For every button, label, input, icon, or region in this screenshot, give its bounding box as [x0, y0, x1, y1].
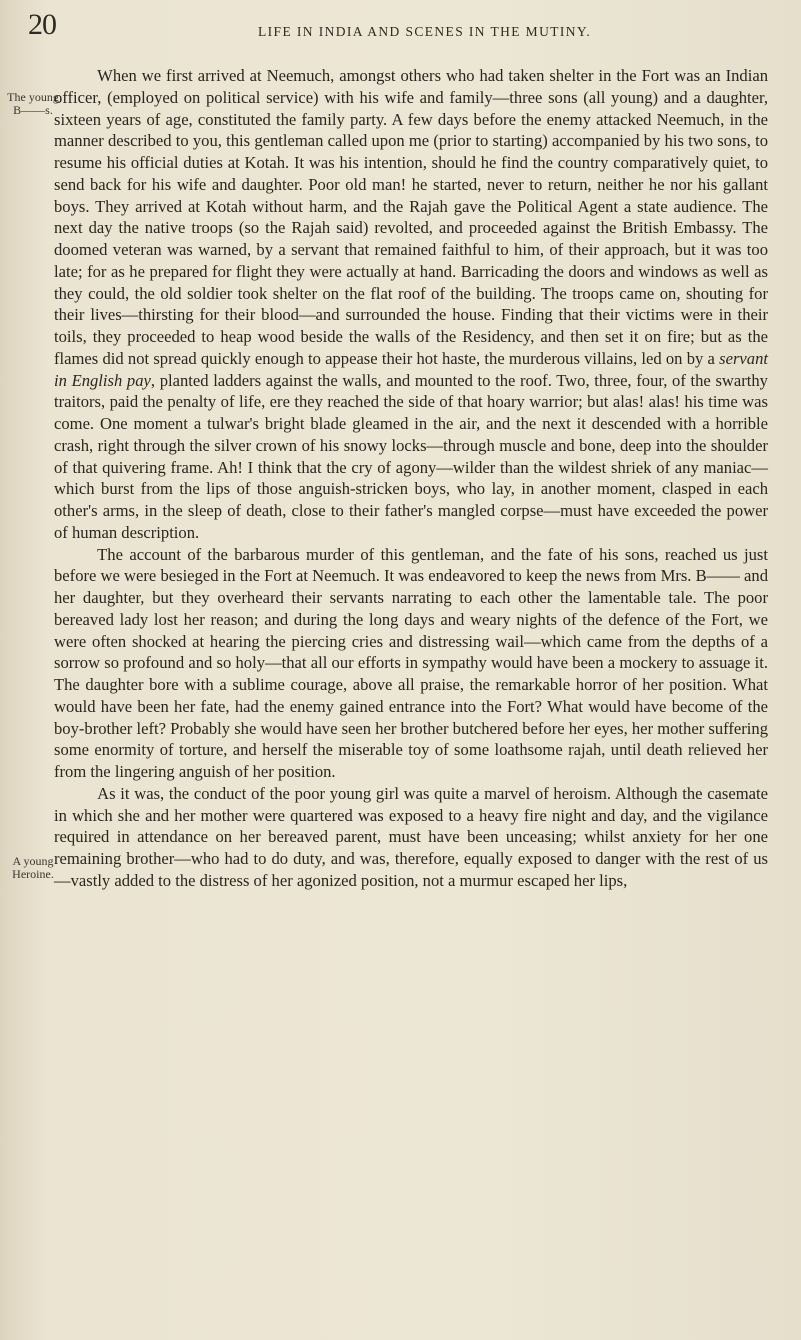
paragraph-1 [54, 65, 768, 544]
page-number: 20 [28, 8, 56, 41]
margin-note-young-heroine: A young Heroine. [12, 854, 54, 881]
paragraph-3 [54, 783, 768, 892]
running-head: LIFE IN INDIA AND SCENES IN THE MUTINY. [258, 24, 592, 39]
italic-segment: servant in English pay [54, 348, 768, 390]
text-segment: , planted ladders against the walls, and mounted to the roof. Two, three, four, of the swarthy traitors, paid the penalty of life, ere they reached the side of that hoary warrior; but alas! alas! his time was come. One moment a tulwar's bright blade gleamed in the air, and the next it descended with a horrible crash, right through the silver crown of his snowy locks—through muscle and bone, deep into the shoulder of that quivering frame. Ah! I think that the cry of agony—wilder than the wildest shriek of any maniac—which burst from the lips of those anguish-stricken boys, who lay, in another moment, clasped in each other's arms, in the sleep of death, close to their father's mangled corpse—must have exceeded the power of human description. [54, 370, 768, 542]
page-header [0, 8, 801, 52]
body-text [54, 65, 768, 892]
text-segment: When we first arrived at Neemuch, amongst others who had taken shelter in the Fort was an Indian officer, (employed on political service) with his wife and family—three sons (all young) and a daughter, sixteen years of age, constituted the family party. A few days before the enemy attacked Neemuch, in the manner described to you, this gentleman called upon me (prior to starting) accompanied by his two sons, to resume his official duties at Kotah. It was his intention, should he find the country comparatively quiet, to send back for his wife and daughter. Poor old man! he started, never to return, neither he nor his gallant boys. They arrived at Kotah without harm, and the Rajah gave the Political Agent a state audience. The next day the native troops (so the Rajah said) revolted, and proceeded against the British Embassy. The doomed veteran was warned, by a servant that remained faithful to him, of their approach, but it was too late; for as he prepared for flight they were actually at hand. Barricading the doors and windows as well as they could, the old soldier took shelter on the flat roof of the building. The troops came on, shouting for their lives—thirsting for their blood—and surrounded the house. Finding that their victims were in their toils, they proceeded to heap wood beside the walls of the Residency, and then set it on fire; but as the flames did not spread quickly enough to appease their hot haste, the murderous villains, led on by a [54, 66, 768, 368]
text-segment: As it was, the conduct of the poor young girl was quite a marvel of heroism. Although the casemate in which she and her mother were quartered was exposed to a heavy fire night and day, and the vigilance required in attendance on her bereaved parent, must have been unceasing; whilst anxiety for her one remaining brother—who had to do duty, and was, therefore, equally exposed to danger with the rest of us—vastly added to the distress of her agonized position, not a murmur escaped her lips, [54, 783, 768, 890]
paragraph-2 [54, 544, 768, 783]
text-segment: The account of the barbarous murder of this gentleman, and the fate of his sons, reached us just before we were besieged in the Fort at Neemuch. It was endeavored to keep the news from Mrs. B—— and her daughter, but they overheard their servants narrating to each other the lamentable tale. The poor bereaved lady lost her reason; and during the long days and weary nights of the defence of the Fort, we were often shocked at hearing the piercing cries and distressing wail—which came from the depths of a sorrow so profound and so holy—that all our efforts in sympathy would have been a mockery to assuage it. The daughter bore with a sublime courage, above all praise, the remarkable horror of her position. What would have been her fate, had the enemy gained entrance into the Fort? What would have become of the boy-brother left? Probably she would have seen her brother butchered before her eyes, her mother suffering some enormity of torture, and herself the miserable toy of some loathsome rajah, until death relieved her from the lingering anguish of her position. [54, 544, 768, 781]
margin-note-young-b: The young B——s. [7, 90, 59, 117]
